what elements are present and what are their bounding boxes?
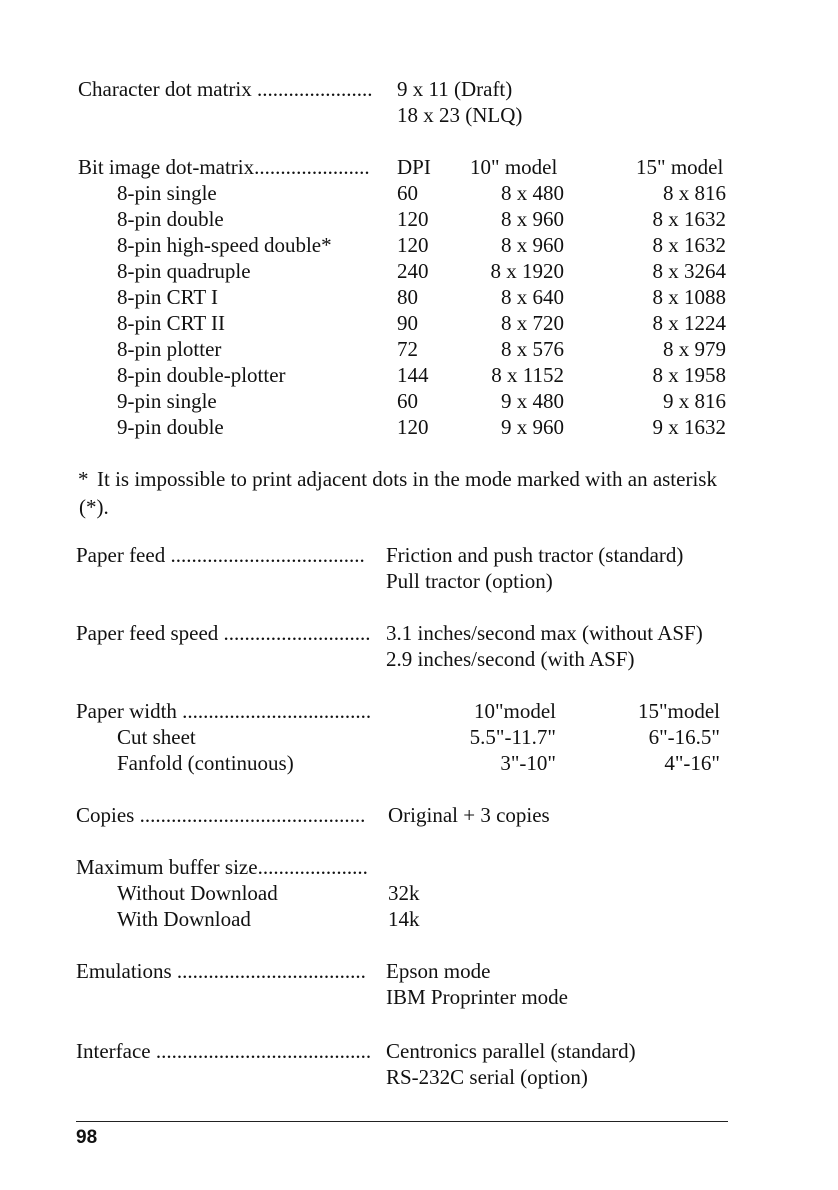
paper-width-header-15in: 15"model — [637, 699, 720, 723]
bit-image-10in-value: 8 x 480 — [501, 181, 564, 205]
bit-image-15in-value: 8 x 1632 — [652, 233, 726, 257]
bit-image-label: Bit image dot-matrix...................... — [78, 155, 370, 179]
bit-image-mode: 9-pin single — [117, 389, 217, 413]
paper-width-fanfold-10in: 3"-10" — [500, 751, 556, 775]
interface-label: Interface ......................................... — [76, 1039, 372, 1063]
bit-image-header-dpi: DPI — [397, 155, 431, 179]
bit-image-10in-value: 8 x 960 — [501, 233, 564, 257]
paper-feed-speed-value-1: 3.1 inches/second max (without ASF) — [386, 621, 703, 645]
paper-width-cut-sheet-15in: 6"-16.5" — [648, 725, 720, 749]
bit-image-15in-value: 8 x 1088 — [652, 285, 726, 309]
bit-image-10in-value: 8 x 1920 — [490, 259, 564, 283]
page-number: 98 — [76, 1127, 98, 1148]
paper-feed-label: Paper feed ..................................... — [76, 543, 365, 567]
bit-image-10in-value: 9 x 960 — [501, 415, 564, 439]
paper-width-cut-sheet: Cut sheet — [117, 725, 196, 749]
bit-image-10in-value: 8 x 960 — [501, 207, 564, 231]
bit-image-mode: 8-pin CRT I — [117, 285, 219, 309]
bit-image-15in-value: 8 x 1632 — [652, 207, 726, 231]
char-matrix-value-nlq: 18 x 23 (NLQ) — [397, 103, 523, 127]
bit-image-15in-value: 9 x 1632 — [652, 415, 726, 439]
bit-image-10in-value: 8 x 1152 — [491, 363, 564, 387]
buffer-without-download: Without Download — [117, 881, 278, 905]
paper-feed-value-1: Friction and push tractor (standard) — [386, 543, 684, 567]
bit-image-mode: 9-pin double — [117, 415, 224, 439]
bit-image-dpi: 90 — [397, 311, 418, 335]
interface-value-2: RS-232C serial (option) — [386, 1065, 588, 1089]
bit-image-dpi: 72 — [397, 337, 418, 361]
bit-image-dpi: 120 — [397, 415, 429, 439]
bit-image-dpi: 80 — [397, 285, 418, 309]
bit-image-mode: 8-pin CRT II — [117, 311, 226, 335]
bit-image-10in-value: 8 x 640 — [501, 285, 564, 309]
footer-rule — [76, 1121, 728, 1122]
paper-width-header-10in: 10"model — [473, 699, 556, 723]
bit-image-15in-value: 8 x 979 — [663, 337, 726, 361]
note-asterisk: * — [78, 467, 89, 491]
paper-feed-value-2: Pull tractor (option) — [386, 569, 553, 593]
bit-image-10in-value: 8 x 720 — [501, 311, 564, 335]
buffer-label: Maximum buffer size..................... — [76, 855, 368, 879]
bit-image-header-10in: 10" model — [470, 155, 558, 179]
bit-image-15in-value: 9 x 816 — [663, 389, 726, 413]
bit-image-10in-value: 8 x 576 — [501, 337, 564, 361]
paper-feed-speed-label: Paper feed speed ............................ — [76, 621, 371, 645]
bit-image-dpi: 60 — [397, 181, 418, 205]
bit-image-mode: 8-pin high-speed double* — [117, 233, 332, 257]
paper-width-fanfold-15in: 4"-16" — [664, 751, 720, 775]
paper-feed-speed-value-2: 2.9 inches/second (with ASF) — [386, 647, 635, 671]
bit-image-mode: 8-pin plotter — [117, 337, 222, 361]
paper-width-label: Paper width .................................... — [76, 699, 372, 723]
bit-image-10in-value: 9 x 480 — [501, 389, 564, 413]
interface-value-1: Centronics parallel (standard) — [386, 1039, 636, 1063]
bit-image-header-15in: 15" model — [636, 155, 724, 179]
bit-image-dpi: 240 — [397, 259, 429, 283]
copies-value: Original + 3 copies — [388, 803, 550, 827]
buffer-without-download-value: 32k — [388, 881, 420, 905]
bit-image-15in-value: 8 x 1958 — [652, 363, 726, 387]
note-line-2: (*). — [79, 495, 109, 519]
bit-image-dpi: 120 — [397, 233, 429, 257]
buffer-with-download: With Download — [117, 907, 251, 931]
bit-image-mode: 8-pin double-plotter — [117, 363, 286, 387]
bit-image-15in-value: 8 x 1224 — [652, 311, 726, 335]
char-matrix-label: Character dot matrix ...................... — [78, 77, 373, 101]
char-matrix-value-draft: 9 x 11 (Draft) — [397, 77, 513, 101]
bit-image-15in-value: 8 x 816 — [663, 181, 726, 205]
paper-width-fanfold: Fanfold (continuous) — [117, 751, 294, 775]
bit-image-mode: 8-pin double — [117, 207, 224, 231]
bit-image-dpi: 60 — [397, 389, 418, 413]
emulations-value-1: Epson mode — [386, 959, 491, 983]
note-line-1: It is impossible to print adjacent dots in the mode marked with an asterisk — [97, 467, 717, 491]
bit-image-15in-value: 8 x 3264 — [652, 259, 726, 283]
buffer-with-download-value: 14k — [388, 907, 420, 931]
bit-image-dpi: 144 — [397, 363, 429, 387]
paper-width-cut-sheet-10in: 5.5"-11.7" — [469, 725, 556, 749]
bit-image-dpi: 120 — [397, 207, 429, 231]
emulations-value-2: IBM Proprinter mode — [386, 985, 568, 1009]
copies-label: Copies ........................................... — [76, 803, 366, 827]
bit-image-mode: 8-pin quadruple — [117, 259, 251, 283]
emulations-label: Emulations .................................... — [76, 959, 366, 983]
bit-image-mode: 8-pin single — [117, 181, 217, 205]
